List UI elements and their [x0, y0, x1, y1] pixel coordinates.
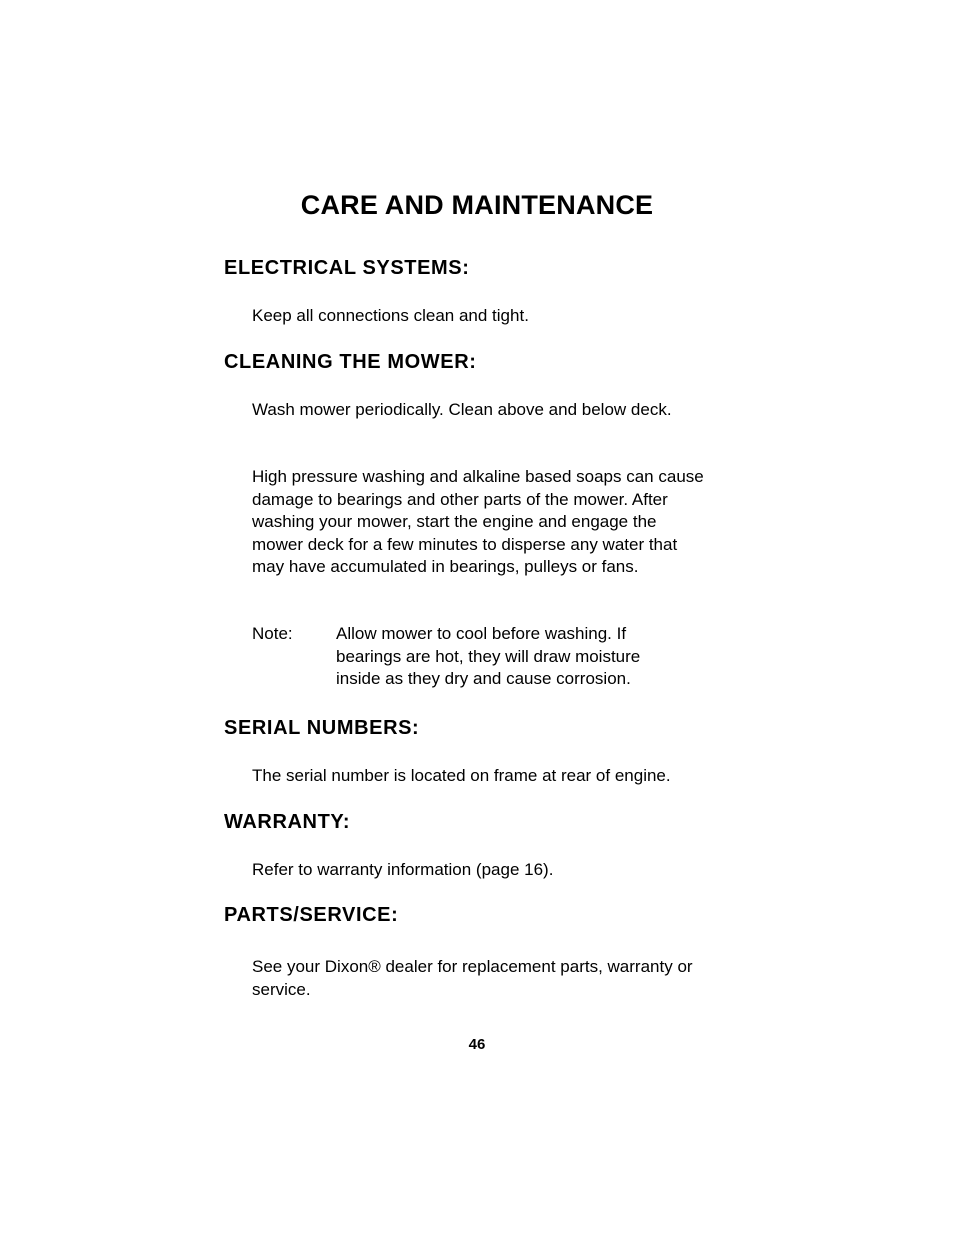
parts-service-text: See your Dixon® dealer for replacement parts, warranty or service.: [252, 957, 693, 999]
note-text: Allow mower to cool before washing. If bearings are hot, they will draw moisture inside as they dry and cause corrosion.: [336, 624, 641, 688]
cleaning-text-2: High pressure washing and alkaline based soaps can cause damage to bearings and other parts of the mower. After washing your mower, start the engine and engage the mower deck for a few minutes to disperse any water that may have accumulated in bearings, pulleys or fans.: [252, 467, 704, 576]
heading-cleaning-the-mower: CLEANING THE MOWER:: [224, 351, 477, 373]
heading-warranty: WARRANTY:: [224, 811, 351, 833]
page-title: CARE AND MAINTENANCE: [300, 190, 654, 220]
page-number: 46: [468, 1036, 486, 1053]
cleaning-text-1: Wash mower periodically. Clean above and below deck.: [252, 400, 672, 419]
heading-serial-numbers: SERIAL NUMBERS:: [224, 717, 420, 739]
note-label: Note:: [252, 624, 293, 643]
heading-parts-service: PARTS/SERVICE:: [224, 904, 399, 926]
warranty-text: Refer to warranty information (page 16).: [252, 860, 554, 879]
serial-numbers-text: The serial number is located on frame at rear of engine.: [252, 766, 671, 785]
electrical-systems-text: Keep all connections clean and tight.: [252, 306, 529, 325]
heading-electrical-systems: ELECTRICAL SYSTEMS:: [224, 257, 470, 279]
